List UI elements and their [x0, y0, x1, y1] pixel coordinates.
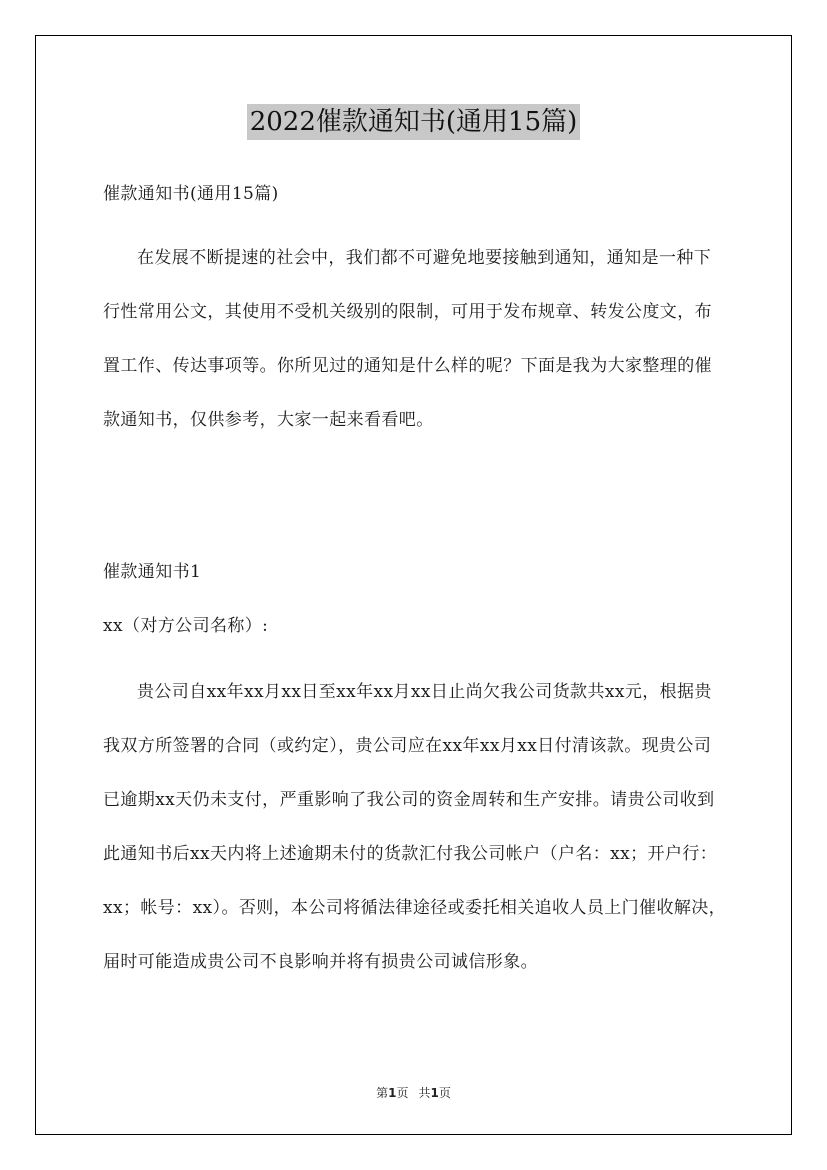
intro-paragraph: 在发展不断提速的社会中，我们都不可避免地要接触到通知，通知是一种下行性常用公文，其使用不受机关级别的限制，可用于发布规章、转发公度文，布置工作、传达事项等。你所见过的通知是什么样的呢？下面是我为大家整理的催款通知书，仅供参考，大家一起来看看吧。: [103, 248, 712, 430]
total-label: 页: [438, 1086, 451, 1100]
page-label: 页: [396, 1086, 409, 1100]
document-subtitle: 催款通知书(通用15篇): [103, 184, 279, 204]
total-prefix: 共: [418, 1086, 431, 1100]
page-current: 1: [388, 1086, 397, 1100]
page-total: 1: [430, 1086, 439, 1100]
section-heading: 催款通知书1: [103, 562, 202, 582]
notice-body-paragraph: 贵公司自xx年xx月xx日至xx年xx月xx日止尚欠我公司货款共xx元，根据贵我双方所签署的合同（或约定），贵公司应在xx年xx月xx日付清该款。现贵公司已逾期xx天仍未支付，严重影响了我公司的资金周转和生产安排。请贵公司收到此通知书后xx天内将上述逾期未付的货款汇付我公司帐户（户名：xx；开户行：xx；帐号：xx）。否则，本公司将循法律途径或委托相关追收人员上门催收解决，届时可能造成贵公司不良影响并将有损贵公司诚信形象。: [103, 682, 727, 972]
document-title: 2022催款通知书(通用15篇): [247, 104, 581, 140]
title-container: [0, 104, 827, 140]
page-footer: [0, 1084, 827, 1101]
page-prefix: 第: [376, 1086, 389, 1100]
recipient-line: xx（对方公司名称）:: [103, 616, 269, 636]
